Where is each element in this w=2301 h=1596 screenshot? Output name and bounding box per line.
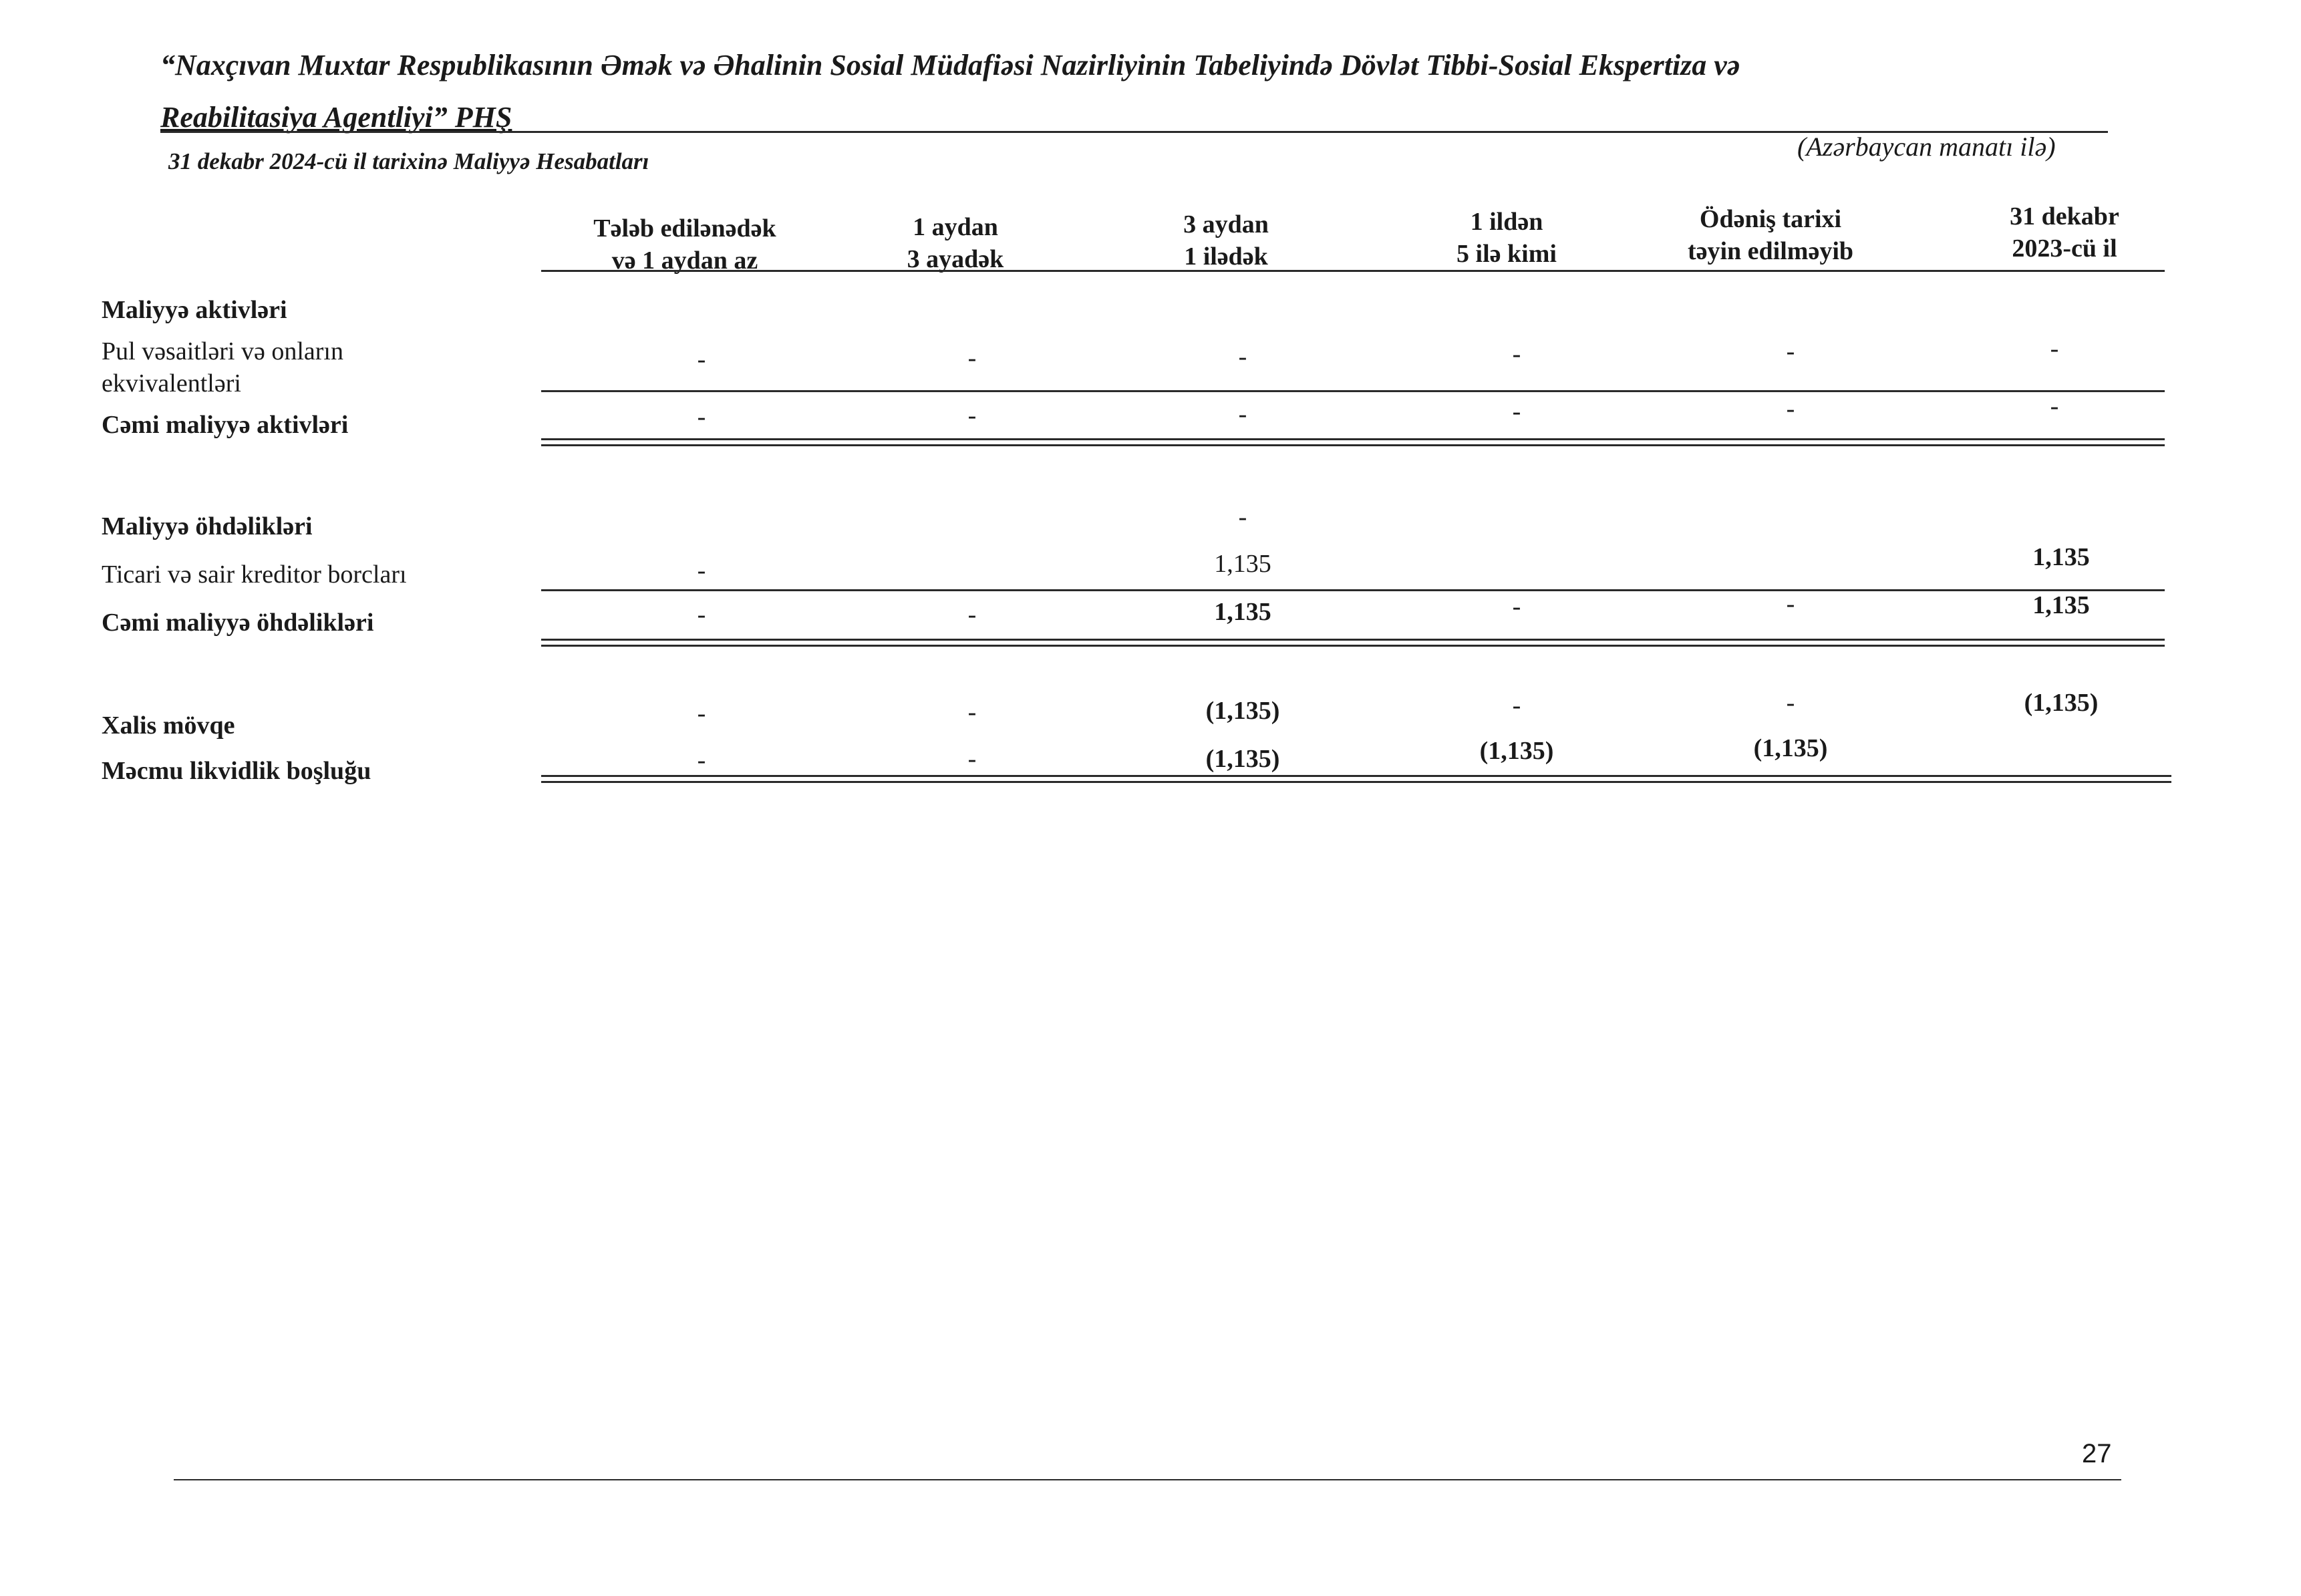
payables-value: 1,135 bbox=[1214, 550, 1271, 578]
section-financial-assets: Maliyyə aktivləri bbox=[102, 296, 287, 324]
total-assets-double-rule bbox=[541, 438, 2165, 446]
total-assets-value: - bbox=[1238, 400, 1247, 428]
page-number: 27 bbox=[2082, 1439, 2112, 1468]
liquidity-gap-value: - bbox=[697, 746, 706, 774]
cash-value: - bbox=[1238, 343, 1247, 371]
document-subtitle: 31 dekabr 2024-cü il tarixinə Maliyyə Hesabatları bbox=[168, 148, 649, 174]
total-liabilities-value: - bbox=[1786, 590, 1795, 618]
total-liabilities-value: 1,135 bbox=[1214, 598, 1271, 626]
total-assets-value: - bbox=[1512, 397, 1521, 426]
total-assets-value: - bbox=[697, 403, 706, 431]
liquidity-gap-double-rule bbox=[541, 775, 2171, 783]
total-liabilities-value: - bbox=[697, 601, 706, 629]
cash-value: - bbox=[1786, 337, 1795, 365]
liabilities-section-value: - bbox=[1238, 503, 1247, 531]
total-liabilities-value: - bbox=[1512, 593, 1521, 621]
net-position-value: - bbox=[1786, 689, 1795, 717]
net-position-value: (1,135) bbox=[1205, 697, 1280, 725]
column-header-1-5-years: 1 ildən 5 ilə kimi bbox=[1456, 208, 1557, 268]
cash-value: - bbox=[697, 345, 706, 373]
row-label-net-position: Xalis mövqe bbox=[102, 711, 235, 740]
row-label-total-assets: Cəmi maliyyə aktivləri bbox=[102, 411, 349, 439]
document-title-line1: “Naxçıvan Muxtar Respublikasının Əmək və Əhalinin Sosial Müdafiəsi Nazirliyinin Tabeliyində Dövlət Tibbi-Sosial Ekspertiza və bbox=[160, 49, 1740, 82]
footer-rule bbox=[174, 1479, 2121, 1480]
liquidity-gap-value: (1,135) bbox=[1753, 734, 1828, 762]
total-assets-value: - bbox=[1786, 395, 1795, 423]
total-liabilities-double-rule bbox=[541, 639, 2165, 647]
cash-value: - bbox=[1512, 340, 1521, 368]
liquidity-gap-value: (1,135) bbox=[1479, 737, 1554, 765]
liquidity-gap-value: (1,135) bbox=[1205, 745, 1280, 773]
document-title-line2: Reabilitasiya Agentliyi” PHŞ bbox=[160, 101, 512, 134]
cash-value: - bbox=[2050, 335, 2059, 363]
total-liabilities-value: 1,135 bbox=[2032, 591, 2090, 619]
payables-value: - bbox=[697, 556, 706, 585]
liquidity-gap-value: - bbox=[967, 745, 977, 773]
total-assets-value: - bbox=[2050, 392, 2059, 420]
payables-value: 1,135 bbox=[2032, 543, 2090, 571]
column-header-on-demand: Tələb edilənədək və 1 aydan az bbox=[593, 214, 776, 275]
cash-value: - bbox=[967, 344, 977, 372]
section-financial-liabilities: Maliyyə öhdəlikləri bbox=[102, 512, 313, 540]
row-label-liquidity-gap: Məcmu likvidlik boşluğu bbox=[102, 757, 371, 785]
row-label-trade-payables: Ticari və sair kreditor borcları bbox=[102, 561, 407, 589]
column-header-3-12-months: 3 aydan 1 ilədək bbox=[1183, 210, 1269, 271]
row-label-total-liabilities: Cəmi maliyyə öhdəlikləri bbox=[102, 609, 374, 637]
header-underline bbox=[541, 270, 2165, 272]
net-position-value: (1,135) bbox=[2024, 689, 2099, 717]
currency-note: (Azərbaycan manatı ilə) bbox=[1797, 132, 2056, 162]
column-header-2023: 31 dekabr 2023-cü il bbox=[2010, 202, 2119, 263]
total-liabilities-value: - bbox=[967, 601, 977, 629]
net-position-value: - bbox=[697, 699, 706, 728]
net-position-value: - bbox=[967, 698, 977, 726]
row-label-cash: Pul vəsaitləri və onların ekvivalentləri bbox=[102, 337, 343, 397]
net-position-value: - bbox=[1512, 691, 1521, 720]
total-assets-value: - bbox=[967, 402, 977, 430]
column-header-no-maturity: Ödəniş tarixi təyin edilməyib bbox=[1687, 205, 1854, 265]
column-header-1-3-months: 1 aydan 3 ayadək bbox=[907, 213, 1004, 273]
